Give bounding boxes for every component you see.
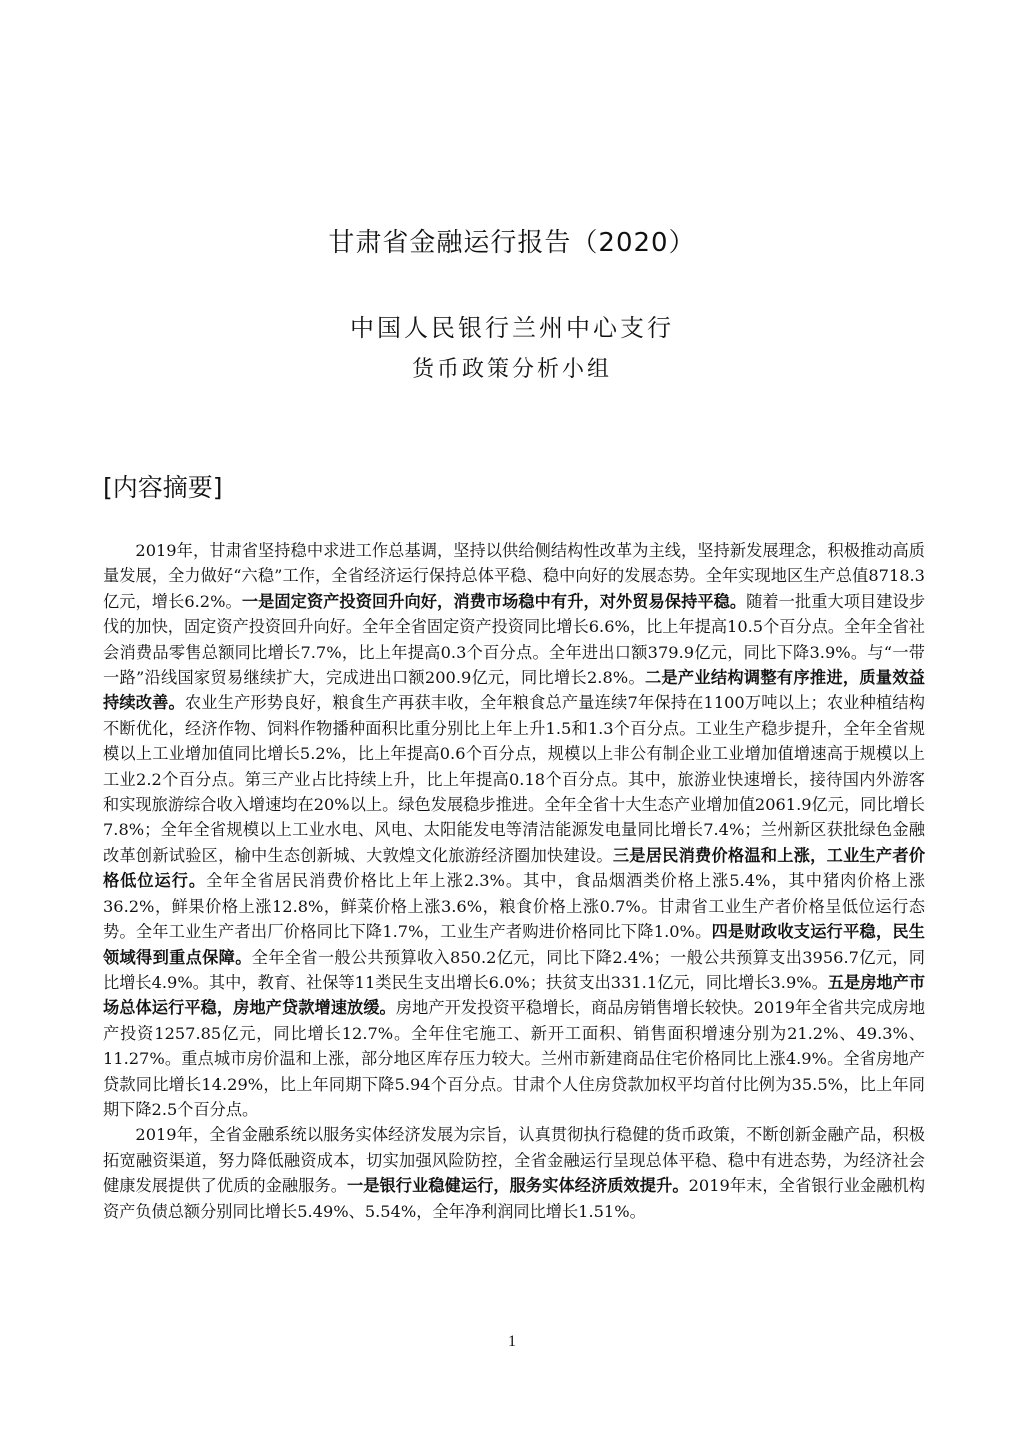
- text-segment: 2019年末，全省银行业金融机构资产负债总额分别同比增长5.49%、5.54%，全年净利润同比增长1.51%。: [103, 1176, 926, 1221]
- text-segment: 全年全省一般公共预算收入850.2亿元，同比下降2.4%；一般公共预算支出3956.7亿元，同比增长4.9%。其中，教育、社保等11类民生支出增长6.0%；扶贫支出331.1亿元，同比增长3.9%。: [103, 947, 925, 992]
- text-segment: 随着一批重大项目建设步伐的加快，固定资产投资回升向好。全年全省固定资产投资同比增长6.6%，比上年提高10.5个百分点。全年全省社会消费品零售总额同比增长7.7%，比上年提高0.3个百分点。全年进出口额379.9亿元，同比下降3.9%。与“一带一路”沿线国家贸易继续扩大，完成进出口额200.9亿元，同比增长2.8%。: [103, 591, 926, 688]
- paragraph-2: [103, 1122, 925, 1224]
- bold-highlight: 一是银行业稳健运行，服务实体经济质效提升。: [347, 1176, 689, 1196]
- page-number: 1: [508, 1333, 516, 1350]
- text-segment: 2019年，全省金融系统以服务实体经济发展为宗旨，认真贯彻执行稳健的货币政策，不断创新金融产品，积极拓宽融资渠道，努力降低融资成本，切实加强风险防控，全省金融运行呈现总体平稳、稳中有进态势，为经济社会健康发展提供了优质的金融服务。: [103, 1125, 925, 1196]
- bold-highlight: 四是财政收支运行平稳，民生领域得到重点保障。: [103, 922, 925, 967]
- paragraph-1: [103, 538, 925, 1122]
- bold-highlight: 一是固定资产投资回升向好，消费市场稳中有升，对外贸易保持平稳。: [241, 591, 747, 611]
- bold-highlight: 五是房地产市场总体运行平稳，房地产贷款增速放缓。: [103, 972, 926, 1018]
- report-title: 甘肃省金融运行报告（2020）: [328, 228, 696, 258]
- text-segment: 房地产开发投资平稳增长，商品房销售增长较快。2019年全省共完成房地产投资1257.85亿元，同比增长12.7%。全年住宅施工、新开工面积、销售面积增速分别为21.2%、49.3%、11.27%。重点城市房价温和上涨，部分地区库存压力较大。兰州市新建商品住宅价格同比上涨4.9%。全省房地产贷款同比增长14.29%，比上年同期下降5.94个百分点。甘肃个人住房贷款加权平均首付比例为35.5%，比上年同期下降2.5个百分点。: [103, 998, 926, 1119]
- issuer-name: 中国人民银行兰州中心支行: [350, 314, 674, 342]
- abstract-heading: [内容摘要]: [103, 473, 223, 502]
- text-segment: 2019年，甘肃省坚持稳中求进工作总基调，坚持以供给侧结构性改革为主线，坚持新发展理念，积极推动高质量发展，全力做好“六稳”工作，全省经济运行保持总体平稳、稳中向好的发展态势。全年实现地区生产总值8718.3亿元，增长6.2%。: [103, 541, 925, 611]
- author-group: 货币政策分析小组: [411, 357, 612, 382]
- bold-highlight: 三是居民消费价格温和上涨，工业生产者价格低位运行。: [103, 845, 926, 891]
- bold-highlight: 二是产业结构调整有序推进，质量效益持续改善。: [103, 668, 925, 713]
- text-segment: 全年全省居民消费价格比上年上涨2.3%。其中，食品烟酒类价格上涨5.4%，其中猪肉价格上涨36.2%，鲜果价格上涨12.8%，鲜菜价格上涨3.6%，粮食价格上涨0.7%。甘肃省工业生产者价格呈低位运行态势。全年工业生产者出厂价格同比下降1.7%，工业生产者购进价格同比下降1.0%。: [103, 871, 926, 942]
- text-segment: 农业生产形势良好，粮食生产再获丰收，全年粮食总产量连续7年保持在1100万吨以上；农业种植结构不断优化，经济作物、饲料作物播种面积比重分别比上年上升1.5和1.3个百分点。工业生产稳步提升，全年全省规模以上工业增加值同比增长5.2%，比上年提高0.6个百分点，规模以上非公有制企业工业增加值增速高于规模以上工业2.2个百分点。第三产业占比持续上升，比上年提高0.18个百分点。其中，旅游业快速增长，接待国内外游客和实现旅游综合收入增速均在20%以上。绿色发展稳步推进。全年全省十大生态产业增加值2061.9亿元，同比增长7.8%；全年全省规模以上工业水电、风电、太阳能发电等清洁能源发电量同比增长7.4%；兰州新区获批绿色金融改革创新试验区，榆中生态创新城、大敦煌文化旅游经济圈加快建设。: [103, 693, 925, 865]
- abstract-body: [103, 538, 925, 1224]
